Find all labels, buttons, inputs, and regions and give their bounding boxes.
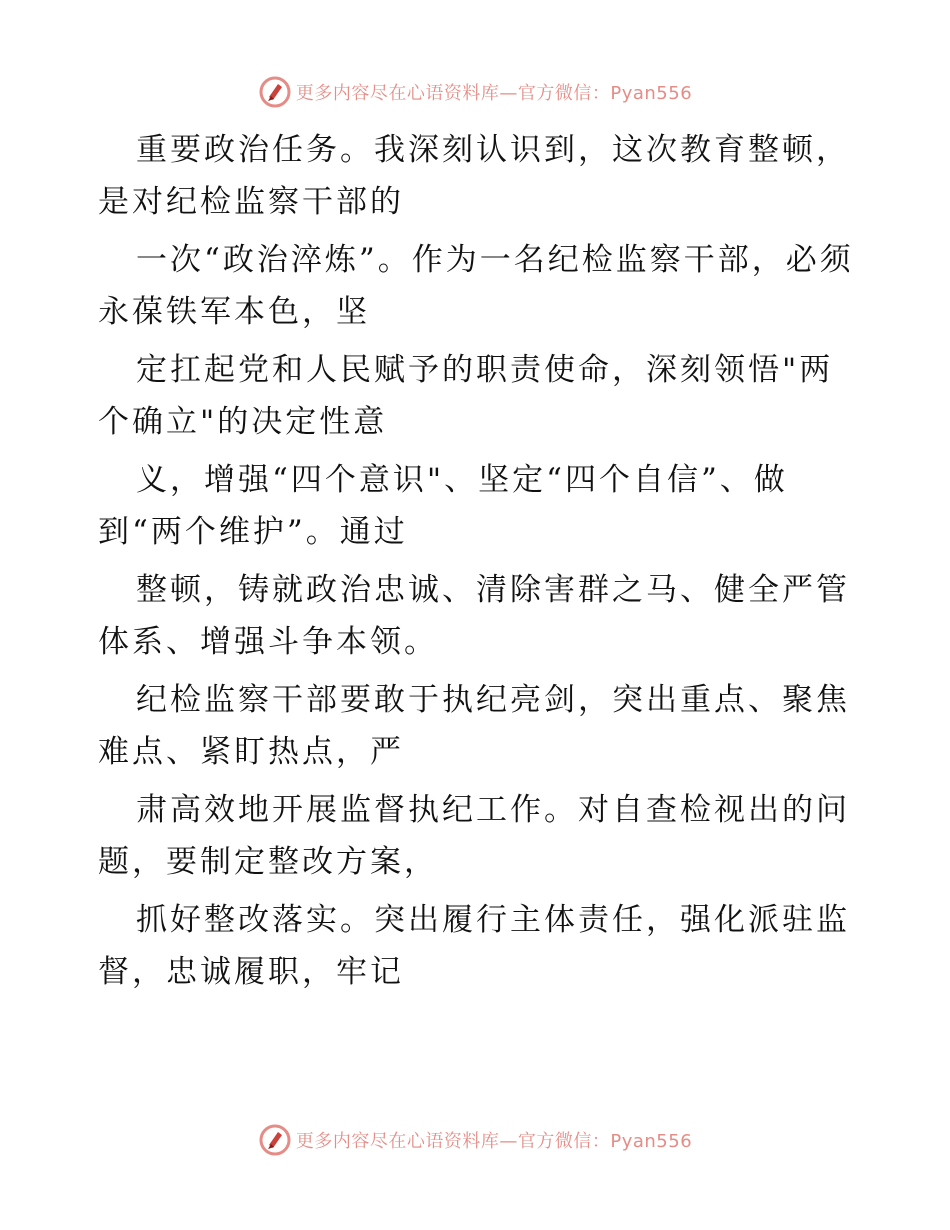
paragraph: 纪检监察干部要敢于执纪亮剑，突出重点、聚焦难点、紧盯热点，严: [98, 682, 850, 770]
header-brand-tail: —官方微信：Pyan556: [499, 83, 693, 104]
brand-logo-icon: [258, 1123, 292, 1157]
paragraph: 重要政治任务。我深刻认识到，这次教育整顿，是对纪检监察干部的: [98, 132, 850, 220]
footer-watermark: [0, 1120, 950, 1160]
footer-brand-tail: —官方微信：Pyan556: [499, 1131, 693, 1152]
paragraph: 定扛起党和人民赋予的职责使命，深刻领悟"两个确立"的决定性意: [98, 352, 834, 440]
paragraph: 肃高效地开展监督执纪工作。对自查检视出的问题，要制定整改方案，: [98, 792, 850, 880]
document-body: [98, 124, 858, 1004]
header-brand-text: [296, 79, 692, 105]
paragraph: 一次“政治淬炼”。作为一名纪检监察干部，必须永葆铁军本色，坚: [98, 242, 854, 330]
paragraph: 抓好整改落实。突出履行主体责任，强化派驻监督，忠诚履职，牢记: [98, 902, 850, 990]
header-brand-main: 更多内容尽在心语资料库: [295, 83, 500, 104]
footer-brand-main: 更多内容尽在心语资料库: [295, 1131, 500, 1152]
paragraph: 义，增强“四个意识"、坚定“四个自信”、做到“两个维护”。通过: [98, 462, 788, 550]
footer-brand-text: [296, 1127, 692, 1153]
brand-logo-icon: [258, 75, 292, 109]
paragraph: 整顿，铸就政治忠诚、清除害群之马、健全严管体系、增强斗争本领。: [98, 572, 850, 660]
header-watermark: [0, 72, 950, 112]
